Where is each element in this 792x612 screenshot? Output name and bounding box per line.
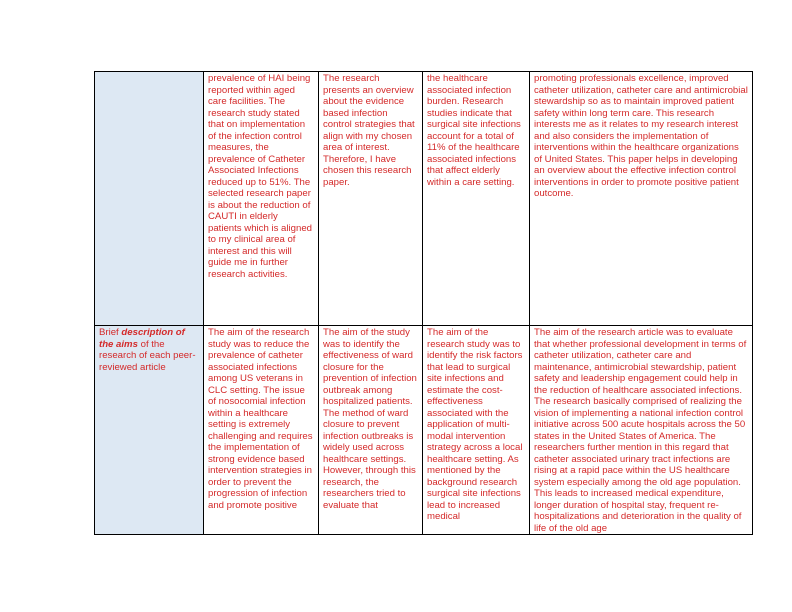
table-cell: The aim of the research study was to reduce the prevalence of catheter associated infections among US veterans in CLC setting. The issue of nosocomial infection within a healthcare setting is extremely challenging and requires the implementation of strong evidence based intervention strategies in order to prevent the progression of infection and promote positive xyxy=(204,326,319,535)
row-label-cell xyxy=(95,326,204,535)
row-label-cell xyxy=(95,72,204,326)
table-row xyxy=(95,326,753,535)
table-cell: The aim of the research article was to evaluate that whether professional development in terms of catheter utilization, catheter care and maintenance, antimicrobial stewardship, patient safety and leadership engagement could help in the reduction of healthcare associated infections. The research basically comprised of realizing the vision of implementing a national infection control initiative across 500 acute hospitals across the 50 states in the United States of America. The researchers further mention in this regard that catheter associated urinary tract infections are rising at a rapid pace within the US healthcare system especially among the old age population. This leads to increased medical expenditure, longer duration of hospital stay, frequent re-hospitalizations and deterioration in the quality of life of the old age xyxy=(530,326,753,535)
row-label-text: of the research of each peer-reviewed article xyxy=(99,338,196,373)
row-label-text: Brief xyxy=(99,327,122,338)
table-row xyxy=(95,72,753,326)
table-cell: The aim of the research study was to identify the risk factors that lead to surgical site infections and estimate the cost-effectiveness associated with the application of multi-modal intervention strategy across a local healthcare setting. As mentioned by the background research surgical site infections lead to increased medical xyxy=(423,326,530,535)
table-cell: prevalence of HAI being reported within aged care facilities. The research study stated that on implementation of the infection control measures, the prevalence of Catheter Associated Infections reduced up to 51%. The selected research paper is about the reduction of CAUTI in elderly patients which is aligned to my clinical area of interest and this will guide me in further research activities. xyxy=(204,72,319,326)
table-cell: The research presents an overview about the evidence based infection control strategies that align with my chosen area of interest. Therefore, I have chosen this research paper. xyxy=(319,72,423,326)
literature-review-table xyxy=(94,71,753,535)
table-cell: The aim of the study was to identify the effectiveness of ward closure for the prevention of infection outbreak among hospitalized patients. The method of ward closure to prevent infection outbreaks is widely used across healthcare settings. However, through this research, the researchers tried to evaluate that xyxy=(319,326,423,535)
table-cell: promoting professionals excellence, improved catheter utilization, catheter care and antimicrobial stewardship so as to maintain improved patient safety within long term care. This research interests me as it relates to my research interest and also considers the implementation of interventions within the healthcare organizations of United States. This paper helps in developing an overview about the effective infection control interventions in order to promote positive patient outcome. xyxy=(530,72,753,326)
table-cell: the healthcare associated infection burden. Research studies indicate that surgical site infections account for a total of 11% of the healthcare associated infections that affect elderly within a care setting. xyxy=(423,72,530,326)
row-label-emphasis: description of the aims xyxy=(99,327,185,350)
